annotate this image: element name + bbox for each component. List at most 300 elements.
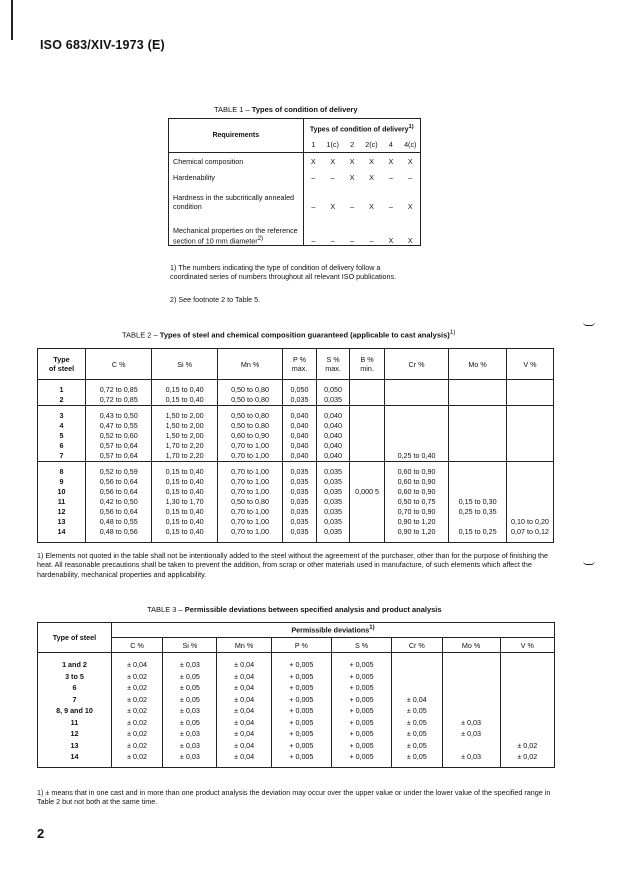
table2-col-header-label: Type [53, 355, 70, 364]
table2-type-cell: 1 [38, 385, 86, 395]
table2-cell: 0,15 to 0,40 [152, 507, 217, 517]
table3-cell: ± 0,05 [392, 740, 442, 752]
table1-cell: – [350, 236, 355, 245]
table3-cell [500, 653, 554, 671]
table2-cell: 0,035 [283, 507, 317, 517]
table3-cell: + 0,005 [271, 705, 331, 717]
table2-cell [449, 411, 507, 421]
table2-cell [506, 431, 553, 441]
table2-cell: 0,040 [283, 431, 317, 441]
table3-row [38, 728, 555, 740]
document-header: ISO 683/XIV-1973 (E) [40, 38, 165, 52]
table2-col-header [152, 349, 217, 380]
table3-cell: ± 0,04 [217, 653, 271, 671]
table1-row [169, 185, 421, 211]
table3-cell: ± 0,03 [442, 751, 500, 763]
table2-cell: 0,57 to 0,64 [86, 441, 152, 451]
scan-mark [583, 561, 595, 565]
table1-types-header: Types of condition of delivery$^{1)}$ [309, 123, 414, 133]
table2-type-cell: 6 [38, 441, 86, 451]
table2-cell [350, 411, 385, 421]
table3-cell: + 0,005 [271, 671, 331, 683]
table2-cell: 0,035 [283, 497, 317, 507]
table2-row [38, 517, 554, 527]
table3 [37, 622, 555, 768]
table1-footnote-2: 2) See footnote 2 to Table 5. [170, 295, 261, 304]
table2-row [38, 451, 554, 462]
table2-cell: 1,30 to 1,70 [152, 497, 217, 507]
table1-caption: TABLE 1 – Types of condition of delivery [214, 105, 358, 114]
table3-row [38, 740, 555, 752]
table2-cell: 0,15 to 0,40 [152, 477, 217, 487]
table2-cell: 0,70 to 1,00 [217, 507, 282, 517]
table3-cell: + 0,005 [331, 717, 391, 729]
table3-cell [442, 740, 500, 752]
table2-cell: 0,56 to 0,64 [86, 487, 152, 497]
table2-cell [384, 385, 448, 395]
table2-cell: 0,15 to 0,40 [152, 385, 217, 395]
table2-cell [350, 467, 385, 477]
table2-cell [449, 385, 507, 395]
table2-cell: 0,050 [283, 385, 317, 395]
table2-cell: 0,50 to 0,80 [217, 421, 282, 431]
table2-cell: 0,15 to 0,25 [449, 527, 507, 537]
table2-col-header [384, 349, 448, 380]
table3-type-cell: 6 [38, 682, 112, 694]
table2-cell [350, 507, 385, 517]
table2-col-header-sub: max. [325, 364, 341, 373]
table2-cell [350, 477, 385, 487]
table2-cell: 0,42 to 0,50 [86, 497, 152, 507]
table3-cell: + 0,005 [271, 740, 331, 752]
table2-cell: 0,43 to 0,50 [86, 411, 152, 421]
table3-col-header: Si % [163, 638, 217, 653]
table2-cell [350, 517, 385, 527]
table2-spacer-cell [350, 537, 385, 543]
table2-cell: 0,72 to 0,85 [86, 385, 152, 395]
table2-cell: 0,040 [283, 451, 317, 462]
table2-cell: 0,70 to 1,00 [217, 477, 282, 487]
table2-col-header-label: Cr % [408, 359, 425, 369]
table2-spacer-cell [384, 537, 448, 543]
table3-cell: + 0,005 [331, 740, 391, 752]
table3-cell [442, 705, 500, 717]
table2-cell: 0,035 [316, 395, 350, 406]
table3-cell: ± 0,04 [392, 694, 442, 706]
table2-row [38, 395, 554, 406]
table3-cell [500, 694, 554, 706]
table2-cell: 0,15 to 0,30 [449, 497, 507, 507]
table2-type-cell: 3 [38, 411, 86, 421]
table2-cell: 1,50 to 2,00 [152, 411, 217, 421]
table3-cell [500, 728, 554, 740]
table1-col-header: 4 [388, 140, 393, 150]
table3-cell [500, 671, 554, 683]
scan-mark [583, 322, 595, 326]
table3-cell: ± 0,02 [111, 705, 162, 717]
table3-row [38, 751, 555, 763]
table2-cell: 0,25 to 0,35 [449, 507, 507, 517]
table1-cell: – [408, 172, 413, 182]
table3-caption: TABLE 3 – Permissible deviations between specified analysis and product analysis [147, 605, 442, 614]
table2-cell [350, 431, 385, 441]
table3-cell [392, 653, 442, 671]
table2-type-cell: 8 [38, 467, 86, 477]
table2-col-header [350, 349, 385, 380]
table2-spacer-cell [316, 537, 350, 543]
table2-cell [449, 477, 507, 487]
table3-col-header: C % [111, 638, 162, 653]
table1-cell: X [369, 172, 374, 182]
table2-spacer-cell [152, 537, 217, 543]
table3-col-header: Mo % [442, 638, 500, 653]
table3-deviations-header: Permissible deviations$^{1)}$ [111, 623, 554, 638]
table1-col-header: 4(c) [404, 140, 417, 150]
table2-col-header-label: Mo % [468, 359, 487, 369]
table3-row [38, 694, 555, 706]
table3-spacer-cell [392, 763, 442, 768]
table3-spacer-cell [217, 763, 271, 768]
table3-cell [500, 705, 554, 717]
table2-row [38, 431, 554, 441]
table2-cell: 0,035 [316, 487, 350, 497]
table1-cell: X [330, 156, 336, 166]
table3-cell: ± 0,03 [442, 717, 500, 729]
table2-cell: 1,70 to 2,20 [152, 451, 217, 462]
table2-cell [384, 441, 448, 451]
table2-cell: 0,035 [283, 487, 317, 497]
table2-cell: 0,035 [316, 517, 350, 527]
table3-cell: ± 0,05 [163, 671, 217, 683]
table3-cell: ± 0,02 [111, 717, 162, 729]
table2-cell: 0,035 [316, 507, 350, 517]
table3-spacer-cell [163, 763, 217, 768]
table3-cell [500, 682, 554, 694]
table2-row [38, 411, 554, 421]
table2-cell [449, 451, 507, 462]
table3-cell: ± 0,02 [111, 728, 162, 740]
table2-cell: 0,90 to 1,20 [384, 517, 448, 527]
table2-col-header-label: B % [360, 355, 374, 364]
table2-cell: 0,70 to 1,00 [217, 517, 282, 527]
table2-cell: 0,050 [316, 385, 350, 395]
table2-cell: 0,56 to 0,64 [86, 507, 152, 517]
table2 [37, 348, 554, 543]
table2-type-cell: 2 [38, 395, 86, 406]
table3-cell: ± 0,04 [217, 751, 271, 763]
table2-spacer-cell [38, 537, 86, 543]
table2-cell: 0,60 to 0,90 [384, 477, 448, 487]
table2-cell [449, 517, 507, 527]
table2-row [38, 421, 554, 431]
table3-cell: ± 0,02 [111, 694, 162, 706]
table1-cell: – [311, 202, 316, 211]
table2-cell [506, 477, 553, 487]
table2-caption: TABLE 2 – Types of steel and chemical composition guaranteed (applicable to cast analysis)$^{1)}$ [122, 329, 456, 340]
table1-cell: X [407, 202, 413, 211]
table2-cell: 0,60 to 0,90 [384, 487, 448, 497]
table3-cell: ± 0,04 [217, 671, 271, 683]
table3-type-cell: 7 [38, 694, 112, 706]
table3-cell: + 0,005 [271, 653, 331, 671]
table3-cell: ± 0,05 [392, 728, 442, 740]
table2-row [38, 467, 554, 477]
table2-cell: 0,70 to 0,90 [384, 507, 448, 517]
table2-row [38, 477, 554, 487]
table3-type-header: Type of steel [38, 623, 112, 653]
table2-col-header [217, 349, 282, 380]
table3-cell: ± 0,04 [217, 705, 271, 717]
table3-cell: ± 0,05 [392, 751, 442, 763]
table2-cell: 0,040 [316, 421, 350, 431]
table1-row-label-text: Mechanical properties on the reference section of 10 mm diameter [173, 225, 298, 245]
table2-spacer-cell [449, 537, 507, 543]
table1-cell: X [388, 236, 394, 245]
table2-cell: 0,035 [316, 467, 350, 477]
table1-col-header: 2(c) [365, 140, 378, 150]
table2-row [38, 441, 554, 451]
table2-footnote: 1) Elements not quoted in the table shall not be intentionally added to the steel without the agreement of the purchaser, other than for the purpose of finishing the heat. All reasonable precautions shall be taken to prevent the addition, from scrap or other materials used in manufacture, of such elements which affect the hardenability, mechanical properties and applicability. [37, 551, 549, 579]
table3-cell: ± 0,04 [217, 682, 271, 694]
table2-cell [506, 497, 553, 507]
table2-spacer [38, 537, 554, 543]
table3-cell: + 0,005 [331, 694, 391, 706]
table3-cell [442, 694, 500, 706]
table3-footnote: 1) ± means that in one cast and in more than one product analysis the deviation may occur over the upper value or under the lower value of the specified range in Table 2 but not both at the same time. [37, 788, 551, 807]
table1-cell: X [349, 156, 355, 166]
table3-cell: ± 0,02 [111, 682, 162, 694]
table3-row [38, 705, 555, 717]
table1-row-label [169, 153, 304, 170]
table2-cell: 0,50 to 0,80 [217, 497, 282, 507]
table3-cell: ± 0,04 [217, 728, 271, 740]
table2-row [38, 527, 554, 537]
table3-cell: ± 0,02 [500, 740, 554, 752]
table3-cell: + 0,005 [331, 728, 391, 740]
table2-cell: 0,50 to 0,80 [217, 395, 282, 406]
table1-row-label-sup: 2) [257, 235, 264, 242]
table3-cell: ± 0,05 [392, 717, 442, 729]
table1-requirements-header: Requirements [169, 119, 304, 153]
table2-cell: 0,040 [316, 451, 350, 462]
table2-cell: 0,70 to 1,00 [217, 527, 282, 537]
table2-cell: 0,70 to 1,00 [217, 487, 282, 497]
table2-cell: 0,040 [283, 441, 317, 451]
table1 [168, 118, 421, 246]
table1-cell: – [369, 236, 374, 245]
table2-type-cell: 9 [38, 477, 86, 487]
table2-cell [449, 467, 507, 477]
table2-cell [350, 451, 385, 462]
table3-cell: + 0,005 [331, 705, 391, 717]
table3-cell: ± 0,05 [163, 694, 217, 706]
table2-col-header [316, 349, 350, 380]
table2-cell: 0,040 [316, 441, 350, 451]
table2-spacer-cell [506, 537, 553, 543]
table2-cell: 0,60 to 0,90 [217, 431, 282, 441]
table3-cell: + 0,005 [331, 682, 391, 694]
table2-cell: 0,040 [316, 431, 350, 441]
table2-col-header [86, 349, 152, 380]
table2-col-header [449, 349, 507, 380]
table2-col-header-sub: of steel [48, 364, 75, 373]
table1-cell: X [407, 236, 413, 245]
table3-cell: ± 0,04 [217, 694, 271, 706]
table2-col-header-sub: max. [291, 364, 308, 373]
table3-cell: + 0,005 [331, 751, 391, 763]
table2-col-header [38, 349, 86, 380]
table2-cell: 0,035 [283, 517, 317, 527]
table3-cell [442, 671, 500, 683]
table2-cell [506, 507, 553, 517]
table3-col-header: Mn % [217, 638, 271, 653]
table3-col-header: P % [271, 638, 331, 653]
table1-cell: X [407, 156, 413, 166]
table1-cell: X [388, 156, 394, 166]
table2-cell: 0,57 to 0,64 [86, 451, 152, 462]
table1-cell: X [349, 172, 355, 182]
table3-spacer-cell [500, 763, 554, 768]
table2-col-header-label: P % [293, 355, 307, 364]
table2-cell [384, 411, 448, 421]
table2-cell [506, 487, 553, 497]
table3-cell: ± 0,05 [392, 705, 442, 717]
table2-cell: 0,50 to 0,75 [384, 497, 448, 507]
table2-cell: 0,70 to 1,00 [217, 451, 282, 462]
table3-cell: + 0,005 [271, 682, 331, 694]
table2-cell [384, 421, 448, 431]
table3-cell: + 0,005 [271, 751, 331, 763]
table2-col-header-label: C % [111, 359, 126, 369]
table3-cell: ± 0,03 [442, 728, 500, 740]
table2-cell: 0,035 [283, 395, 317, 406]
table1-row [169, 153, 421, 170]
table2-cell: 0,50 to 0,80 [217, 385, 282, 395]
table3-cell: ± 0,04 [217, 717, 271, 729]
table2-type-cell: 13 [38, 517, 86, 527]
table3-cell: ± 0,03 [163, 728, 217, 740]
table3-row [38, 653, 555, 671]
table3-type-cell: 1 and 2 [38, 653, 112, 671]
table2-cell: 0,040 [283, 421, 317, 431]
table3-cell: + 0,005 [271, 728, 331, 740]
table2-col-header-sub: min. [360, 364, 374, 373]
table3-spacer-cell [331, 763, 391, 768]
table2-col-header-label: Si % [177, 359, 193, 369]
table1-col-header: 1 [311, 140, 316, 150]
table2-cell: 0,035 [283, 477, 317, 487]
table1-cell: – [388, 172, 393, 182]
table2-cell: 0,10 to 0,20 [506, 517, 553, 527]
table2-cell [506, 395, 553, 406]
table2-cell [506, 467, 553, 477]
table2-cell: 0,52 to 0,60 [86, 431, 152, 441]
margin-mark [11, 0, 13, 40]
table1-cell: – [311, 172, 316, 182]
table3-spacer-cell [271, 763, 331, 768]
table2-type-cell: 10 [38, 487, 86, 497]
table3-cell: ± 0,04 [217, 740, 271, 752]
table2-cell: 0,035 [316, 497, 350, 507]
table3-cell: + 0,005 [331, 653, 391, 671]
table3-cell [442, 653, 500, 671]
table1-cell: – [388, 202, 393, 211]
table2-type-cell: 12 [38, 507, 86, 517]
table2-cell [506, 451, 553, 462]
table2-cell [449, 441, 507, 451]
table3-cell [392, 671, 442, 683]
page-number: 2 [37, 826, 45, 841]
table2-cell: 0,56 to 0,64 [86, 477, 152, 487]
table3-cell: ± 0,02 [111, 671, 162, 683]
table3-cell: ± 0,04 [111, 653, 162, 671]
table3-row [38, 671, 555, 683]
table2-cell: 0,72 to 0,85 [86, 395, 152, 406]
table3-cell [392, 682, 442, 694]
table3-col-header: S % [331, 638, 391, 653]
table1-col-header: 2 [350, 140, 355, 150]
table1-row [169, 211, 421, 246]
table2-type-cell: 14 [38, 527, 86, 537]
table3-cell: ± 0,02 [500, 751, 554, 763]
table2-cell: 1,50 to 2,00 [152, 431, 217, 441]
table1-row-label [169, 185, 304, 211]
table2-cell: 0,15 to 0,40 [152, 467, 217, 477]
table1-cell: – [330, 236, 335, 245]
table2-cell [506, 421, 553, 431]
table3-cell: ± 0,02 [111, 740, 162, 752]
table1-row-label [169, 211, 304, 246]
table2-row [38, 385, 554, 395]
table3-row [38, 717, 555, 729]
table3-col-header: Cr % [392, 638, 442, 653]
table1-cell: X [369, 202, 374, 211]
table2-cell: 0,15 to 0,40 [152, 487, 217, 497]
table1-cell: – [311, 236, 316, 245]
table2-type-cell: 11 [38, 497, 86, 507]
table2-spacer-cell [283, 537, 317, 543]
table2-cell: 0,52 to 0,59 [86, 467, 152, 477]
table2-spacer-cell [217, 537, 282, 543]
table2-type-cell: 5 [38, 431, 86, 441]
table2-cell: 1,70 to 2,20 [152, 441, 217, 451]
table2-type-cell: 7 [38, 451, 86, 462]
table1-row-label-text: Hardness in the subcritically annealed condition [173, 193, 295, 211]
table2-cell: 0,15 to 0,40 [152, 527, 217, 537]
table3-type-cell: 13 [38, 740, 112, 752]
table3-cell [500, 717, 554, 729]
table2-col-header [506, 349, 553, 380]
table2-cell [350, 527, 385, 537]
table3-cell: + 0,005 [271, 717, 331, 729]
table3-spacer-cell [38, 763, 112, 768]
table3-type-cell: 8, 9 and 10 [38, 705, 112, 717]
table1-cell: – [350, 202, 355, 211]
table2-cell [449, 487, 507, 497]
table3-spacer-cell [442, 763, 500, 768]
table2-cell: 1,50 to 2,00 [152, 421, 217, 431]
table1-cell: X [330, 202, 336, 211]
table3-type-cell: 12 [38, 728, 112, 740]
table3-cell: ± 0,05 [163, 717, 217, 729]
table3-type-cell: 11 [38, 717, 112, 729]
table2-cell: 0,07 to 0,12 [506, 527, 553, 537]
table1-footnote-1: 1) The numbers indicating the type of condition of delivery follow a coordinated series of numbers throughout all relevant ISO publications. [170, 263, 397, 282]
table3-type-cell: 14 [38, 751, 112, 763]
table2-col-header-label: V % [523, 359, 537, 369]
table2-spacer-cell [86, 537, 152, 543]
table2-cell [506, 411, 553, 421]
